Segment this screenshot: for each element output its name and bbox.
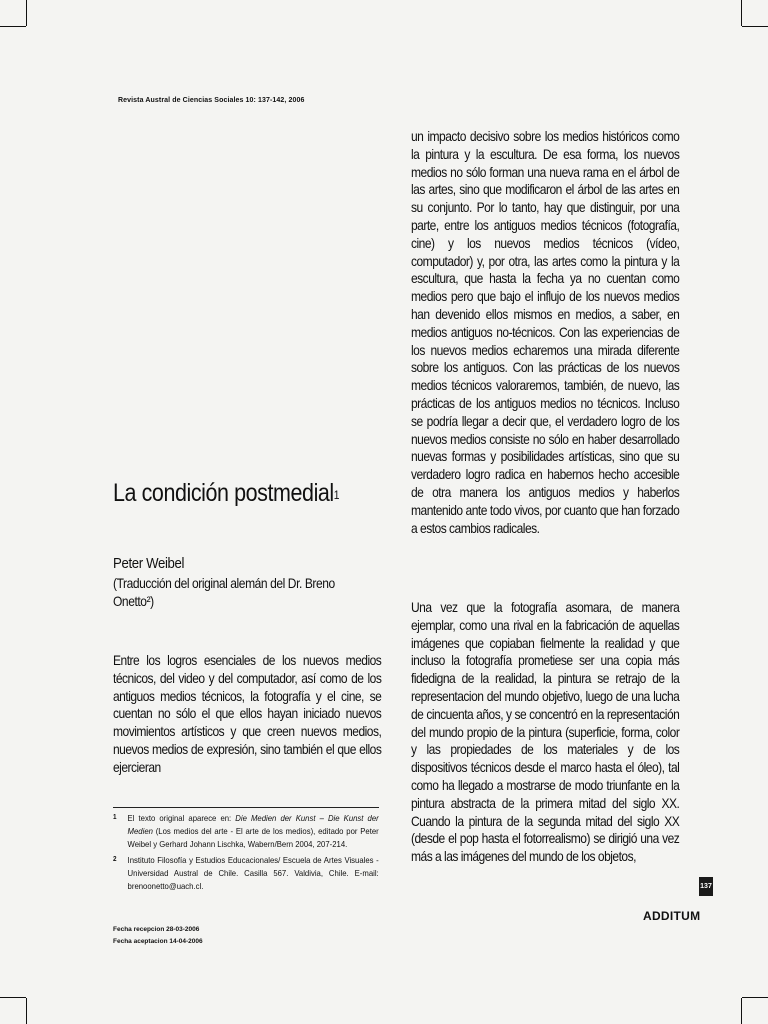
body-paragraph-right-2: Una vez que la fotografía asomara, de manera ejemplar, como una rival en la fabricación de aquellas imágenes que copiaban fielmente la realidad y que incluso la fotografía prometiese ser una copia más fidedigna de la realidad, la pintura se retrajo de la representacion del mundo objetivo, luego de una lucha de cincuenta años, y se concentró en la representación del mundo propio de la pintura (superficie, forma, color y las propiedades de los materiales y de los dispositivos técnicos desde el marco hasta el óleo), tal como ha llegado a mostrarse de modo triunfante en la pintura abstracta de la primera mitad del siglo XX. Cuando la pintura de la segunda mitad del siglo XX (desde el pop hasta el fotorrealismo) se dirigió una vez más a las imágenes del mundo de los objetos, [411, 599, 680, 865]
footnote-divider [113, 807, 379, 808]
footnote [113, 812, 379, 850]
page-number-badge: 137 [699, 877, 713, 896]
translation-note: (Traducción del original alemán del Dr. Breno Onetto²) [113, 575, 335, 609]
footnote-text-before: El texto original aparece en: [127, 813, 236, 823]
crop-mark [742, 997, 768, 998]
footnote-text-after: (Los medios del arte - El arte de los medios), editado por Peter Weibel y Gerhard Johann Lischka, Wabern/Bern 2004, 207-214. [127, 825, 379, 849]
crop-mark [0, 997, 26, 998]
crop-mark [0, 26, 26, 27]
footnote-number: 2 [113, 856, 117, 864]
crop-mark [741, 998, 742, 1024]
footnote-italic-title: Die Medien der Kunst – Die Kunst der Medien [127, 813, 379, 836]
article-title [113, 477, 345, 510]
footnote-text [128, 812, 379, 850]
crop-mark [742, 26, 768, 27]
date-accepted: Fecha aceptacion 14-04-2006 [113, 938, 203, 945]
footnote-text: Instituto Filosofía y Estudios Educacionales/ Escuela de Artes Visuales - Universidad Austral de Chile. Casilla 567. Valdivia, Chile. E-mail: brenoonetto@uach.cl. [127, 855, 379, 891]
title-footnote-ref: 1 [333, 488, 340, 502]
journal-header: Revista Austral de Ciencias Sociales 10: 137-142, 2006 [118, 97, 305, 104]
crop-mark [26, 0, 27, 26]
body-paragraph-left: Entre los logros esenciales de los nuevos medios técnicos, del video y del computador, así como de los antiguos medios técnicos, la fotografía y el cine, se cuentan no sólo el que ellos hayan iniciado nuevos movimientos artísticos y que creen nuevos medios, nuevos medios de expresión, sino también el que ellos ejercieran [113, 652, 382, 775]
date-received: Fecha recepcion 28-03-2006 [113, 926, 200, 933]
body-paragraph-right-1: un impacto decisivo sobre los medios históricos como la pintura y la escultura. De esa forma, los nuevos medios no sólo forman una nueva rama en el árbol de las artes, sino que modificaron el árbol de las artes en su conjunto. Por lo tanto, hay que distinguir, por una parte, entre los antiguos medios técnicos (fotografía, cine) y los nuevos medios técnicos (vídeo, computador) y, por otra, las artes como la pintura y la escultura, que hasta la fecha ya no cuentan como medios pero que bajo el influjo de los nuevos medios han devenido ellos mismos en medios, a saber, en medios antiguos no-técnicos. Con las experiencias de los nuevos medios echaremos una mirada diferente sobre los antiguos. Con las prácticas de los nuevos medios técnicos valoraremos, también, de nuevo, las prácticas de los antiguos medios no técnicos. Incluso se podría llegar a decir que, el verdadero logro de los nuevos medios consiste no sólo en haber desarrollado nuevas formas y posibilidades artísticas, sino que su verdadero logro radica en habernos hecho accesible de otra manera los antiguos medios y haberlos mantenido ante todo vivos, por cuanto que han forzado a estos cambios radicales. [411, 128, 680, 536]
article-dates [113, 924, 203, 948]
footnote-number: 1 [113, 814, 117, 821]
article-title-text: La condición postmedial [113, 479, 334, 507]
section-label: ADDITUM [643, 909, 701, 923]
footnote [113, 854, 379, 892]
author-name: Peter Weibel [113, 555, 185, 572]
footnotes [113, 812, 379, 897]
crop-mark [741, 0, 742, 26]
crop-mark [26, 998, 27, 1024]
